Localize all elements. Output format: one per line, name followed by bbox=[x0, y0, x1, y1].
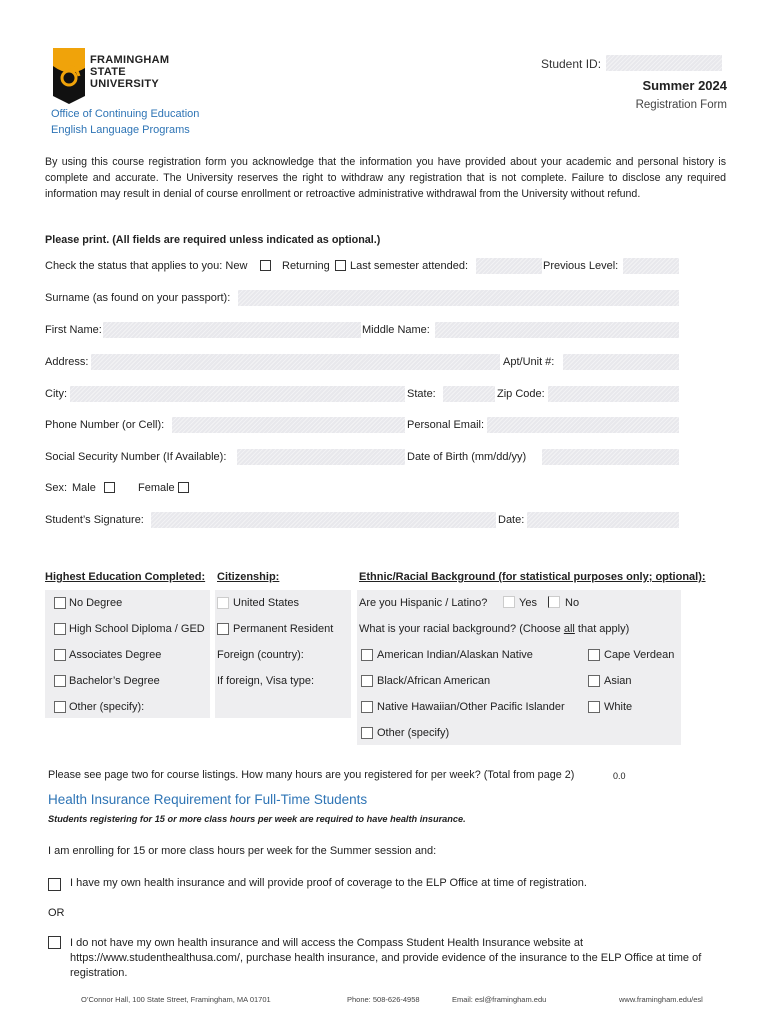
insurance-option1-checkbox[interactable] bbox=[48, 878, 61, 891]
returning-checkbox[interactable] bbox=[335, 260, 346, 271]
other-race-checkbox[interactable] bbox=[361, 727, 373, 739]
new-checkbox[interactable] bbox=[260, 260, 271, 271]
education-option: Bachelor’s Degree bbox=[69, 675, 160, 687]
first-name-label: First Name: bbox=[45, 324, 102, 336]
race-option: American Indian/Alaskan Native bbox=[377, 649, 533, 661]
term-title: Summer 2024 bbox=[642, 78, 727, 93]
other-education-checkbox[interactable] bbox=[54, 701, 66, 713]
intro-paragraph: By using this course registration form you acknowledge that the information you have provided about your academic and personal history is complete and accurate. The University reserves the right to withdraw any registration that is not complete. Failure to disclose any required information may result in denial of course enrollment or retroactive administrative withdrawal from the University without refund. bbox=[45, 156, 726, 200]
middle-name-label: Middle Name: bbox=[362, 324, 430, 336]
dob-label: Date of Birth (mm/dd/yy) bbox=[407, 451, 527, 463]
city-label: City: bbox=[45, 388, 67, 400]
no-degree-checkbox[interactable] bbox=[54, 597, 66, 609]
male-label: Male bbox=[72, 482, 96, 494]
footer-email: Email: esl@framingham.edu bbox=[452, 995, 547, 1004]
university-name bbox=[90, 54, 169, 90]
returning-label: Returning bbox=[282, 260, 330, 272]
phone-field[interactable] bbox=[172, 417, 405, 433]
hispanic-yes-label: Yes bbox=[519, 597, 537, 609]
apt-label: Apt/Unit #: bbox=[503, 356, 555, 368]
us-citizen-label: United States bbox=[233, 597, 300, 609]
hispanic-question: Are you Hispanic / Latino? bbox=[359, 597, 488, 609]
form-title: Registration Form bbox=[635, 99, 727, 111]
surname-label: Surname (as found on your passport): bbox=[45, 292, 231, 304]
permanent-resident-checkbox[interactable] bbox=[217, 623, 229, 635]
high-school-checkbox[interactable] bbox=[54, 623, 66, 635]
bachelors-checkbox[interactable] bbox=[54, 675, 66, 687]
city-field[interactable] bbox=[70, 386, 405, 402]
phone-label: Phone Number (or Cell): bbox=[45, 419, 165, 431]
racial-question-text: What is your racial background? (Choose bbox=[359, 623, 564, 635]
education-option: High School Diploma / GED bbox=[69, 623, 205, 635]
instructions: Please print. (All fields are required unless indicated as optional.) bbox=[45, 234, 381, 246]
female-label: Female bbox=[138, 482, 175, 494]
zip-label: Zip Code: bbox=[497, 388, 545, 400]
university-name-line: STATE bbox=[90, 66, 126, 78]
education-option: Other (specify): bbox=[69, 701, 145, 713]
insurance-option2-text: I do not have my own health insurance and will access the Compass Student Health Insurance website at https://www.studenthealthusa.com/, purchase health insurance, and provide evidence of the insurance to the ELP Office at time of registration. bbox=[70, 937, 702, 979]
insurance-heading: Health Insurance Requirement for Full-Time Students bbox=[48, 792, 368, 807]
last-semester-field[interactable] bbox=[476, 258, 542, 274]
visa-type-label: If foreign, Visa type: bbox=[217, 675, 315, 687]
race-option: Black/African American bbox=[377, 675, 491, 687]
university-name-line: FRAMINGHAM bbox=[90, 54, 170, 66]
status-label: Check the status that applies to you: New bbox=[45, 260, 248, 272]
student-id-field[interactable] bbox=[606, 55, 722, 71]
university-name-line: UNIVERSITY bbox=[90, 78, 160, 90]
american-indian-checkbox[interactable] bbox=[361, 649, 373, 661]
race-option: Asian bbox=[604, 675, 632, 687]
address-field[interactable] bbox=[91, 354, 500, 370]
race-option: Cape Verdean bbox=[604, 649, 675, 661]
surname-field[interactable] bbox=[238, 290, 679, 306]
citizenship-heading: Citizenship: bbox=[217, 571, 280, 583]
apt-field[interactable] bbox=[563, 354, 679, 370]
education-heading: Highest Education Completed: bbox=[45, 571, 206, 583]
hispanic-no-label: No bbox=[565, 597, 580, 609]
education-option: Associates Degree bbox=[69, 649, 162, 661]
last-semester-label: Last semester attended: bbox=[350, 260, 469, 272]
black-checkbox[interactable] bbox=[361, 675, 373, 687]
zip-field[interactable] bbox=[548, 386, 679, 402]
us-citizen-checkbox[interactable] bbox=[217, 597, 229, 609]
program-name: English Language Programs bbox=[51, 124, 190, 136]
racial-question-text-end: that apply) bbox=[574, 623, 630, 635]
associates-checkbox[interactable] bbox=[54, 649, 66, 661]
race-option: Other (specify) bbox=[377, 727, 450, 739]
male-checkbox[interactable] bbox=[104, 482, 115, 493]
permanent-resident-label: Permanent Resident bbox=[233, 623, 334, 635]
race-option: Native Hawaiian/Other Pacific Islander bbox=[377, 701, 565, 713]
footer-phone: Phone: 508-626-4958 bbox=[347, 995, 420, 1004]
racial-question bbox=[359, 623, 629, 635]
white-checkbox[interactable] bbox=[588, 701, 600, 713]
date-label: Date: bbox=[498, 514, 525, 526]
insurance-option2-checkbox[interactable] bbox=[48, 936, 61, 949]
female-checkbox[interactable] bbox=[178, 482, 189, 493]
footer-address: O’Connor Hall, 100 State Street, Framingham, MA 01701 bbox=[81, 995, 271, 1004]
ethnic-column-bg bbox=[357, 590, 681, 745]
cape-verdean-checkbox[interactable] bbox=[588, 649, 600, 661]
insurance-note: Students registering for 15 or more class hours per week are required to have health insurance. bbox=[48, 814, 466, 824]
footer-website: www.framingham.edu/esl bbox=[619, 995, 703, 1004]
hours-value: 0.0 bbox=[613, 771, 626, 781]
race-option: White bbox=[604, 701, 633, 713]
asian-checkbox[interactable] bbox=[588, 675, 600, 687]
signature-field[interactable] bbox=[151, 512, 496, 528]
student-id-label: Student ID: bbox=[541, 57, 602, 71]
hispanic-yes-checkbox[interactable] bbox=[503, 596, 515, 608]
enrolling-statement: I am enrolling for 15 or more class hours per week for the Summer session and: bbox=[48, 845, 437, 857]
sex-label: Sex: bbox=[45, 482, 68, 494]
ssn-label: Social Security Number (If Available): bbox=[45, 451, 227, 463]
or-label: OR bbox=[48, 907, 65, 919]
office-name: Office of Continuing Education bbox=[51, 108, 200, 120]
address-label: Address: bbox=[45, 356, 89, 368]
date-field[interactable] bbox=[527, 512, 679, 528]
logo-emblem-icon bbox=[53, 48, 85, 104]
dob-field[interactable] bbox=[542, 449, 679, 465]
racial-question-emphasis: all bbox=[563, 623, 575, 635]
education-option: No Degree bbox=[69, 597, 123, 609]
email-field[interactable] bbox=[487, 417, 679, 433]
hispanic-no-checkbox[interactable] bbox=[548, 596, 560, 608]
university-logo bbox=[53, 48, 85, 104]
insurance-option1-text: I have my own health insurance and will provide proof of coverage to the ELP Office at time of registration. bbox=[70, 877, 587, 889]
previous-level-field[interactable] bbox=[623, 258, 679, 274]
email-label: Personal Email: bbox=[407, 419, 485, 431]
signature-label: Student’s Signature: bbox=[45, 514, 144, 526]
ssn-field[interactable] bbox=[237, 449, 405, 465]
state-label: State: bbox=[407, 388, 436, 400]
previous-level-label: Previous Level: bbox=[543, 260, 619, 272]
first-name-field[interactable] bbox=[103, 322, 361, 338]
middle-name-field[interactable] bbox=[435, 322, 679, 338]
ethnic-heading: Ethnic/Racial Background (for statistical purposes only; optional): bbox=[359, 571, 706, 583]
hours-question: Please see page two for course listings. How many hours are you registered for per week? (Total from page 2) bbox=[48, 769, 575, 781]
hawaiian-checkbox[interactable] bbox=[361, 701, 373, 713]
state-field[interactable] bbox=[443, 386, 495, 402]
foreign-country-label: Foreign (country): bbox=[217, 649, 304, 661]
